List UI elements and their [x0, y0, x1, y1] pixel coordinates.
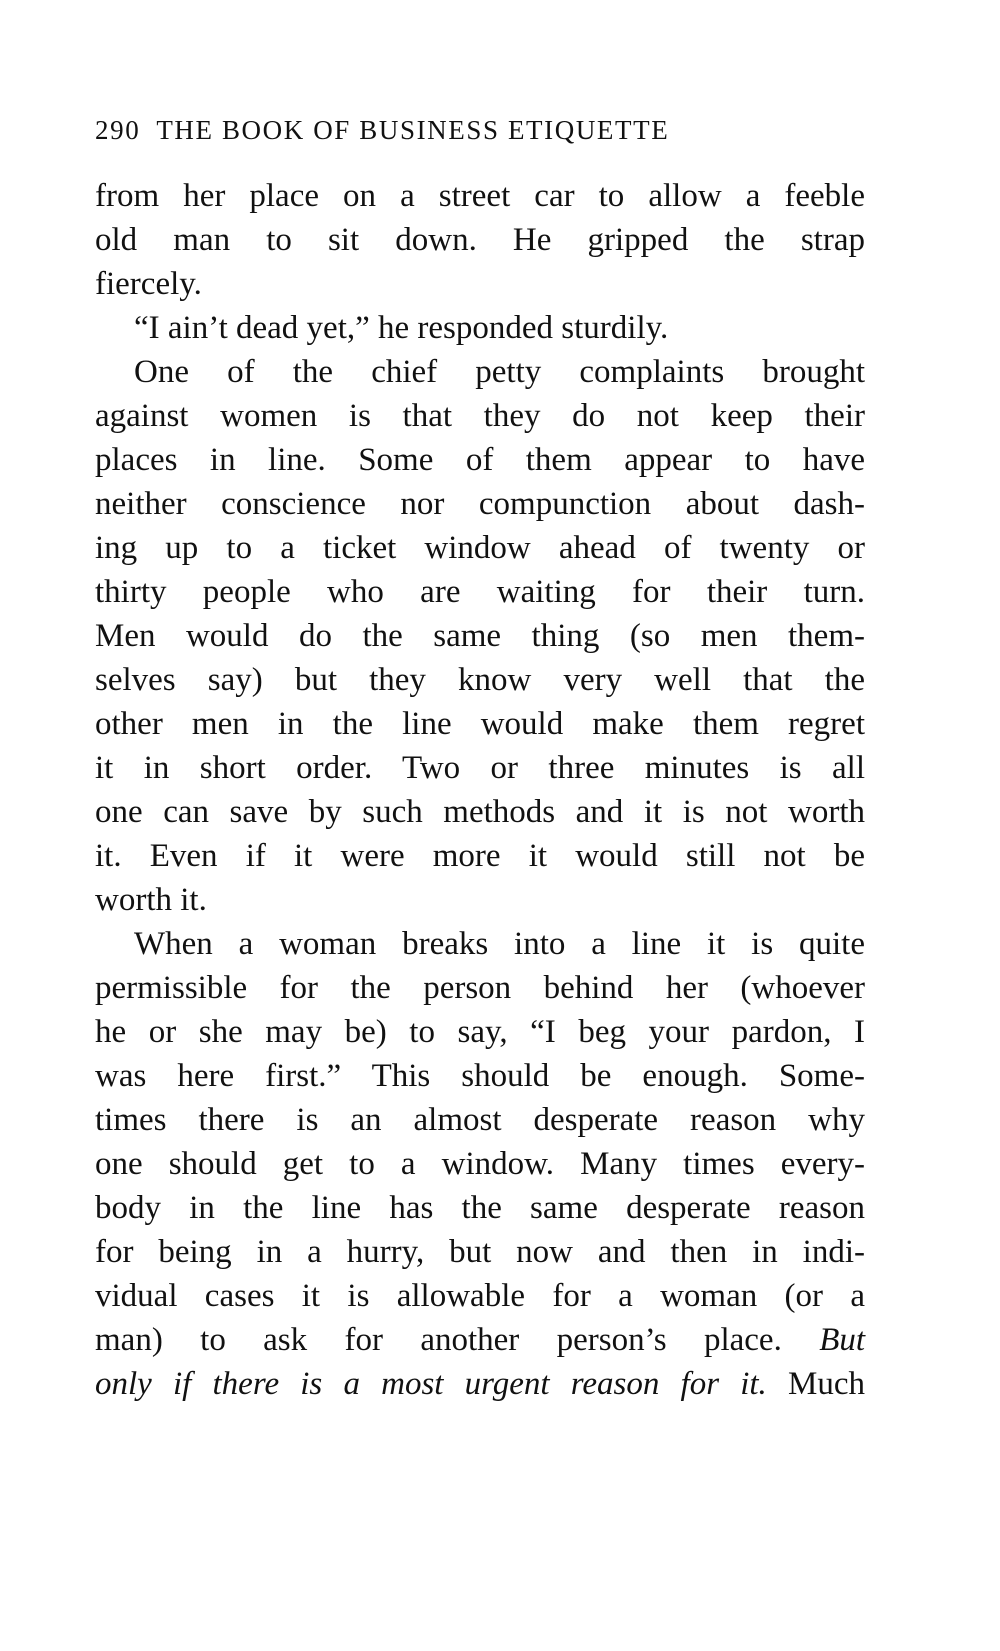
text-line-part: man) to ask for another person’s place.	[95, 1322, 782, 1358]
text-line: other men in the line would make them regret	[95, 706, 865, 742]
text-line: old man to sit down. He gripped the strap	[95, 222, 865, 258]
text-line: selves say) but they know very well that the	[95, 662, 865, 698]
text-line: for being in a hurry, but now and then in indi-	[95, 1234, 865, 1270]
italic-emphasis: only if there is a most urgent reason for it.	[95, 1366, 767, 1402]
text-line: places in line. Some of them appear to have	[95, 442, 865, 478]
italic-emphasis: But	[819, 1322, 866, 1358]
text-line: vidual cases it is allowable for a woman (or a	[95, 1278, 865, 1314]
text-line: Men would do the same thing (so men them-	[95, 618, 865, 654]
text-line	[95, 1362, 865, 1406]
text-line: fiercely.	[95, 266, 202, 302]
running-title: THE BOOK OF BUSINESS ETIQUETTE	[156, 115, 670, 145]
running-header	[95, 114, 865, 146]
page-number: 290	[95, 115, 141, 145]
text-line: one should get to a window. Many times every-	[95, 1146, 865, 1182]
text-line: one can save by such methods and it is not worth	[95, 794, 865, 830]
text-line: “I ain’t dead yet,” he responded sturdily.	[134, 310, 669, 346]
text-line: One of the chief petty complaints brought	[134, 354, 865, 390]
text-line: body in the line has the same desperate reason	[95, 1190, 865, 1226]
text-line: worth it.	[95, 882, 207, 918]
text-line-part: Much	[788, 1366, 865, 1402]
text-line: he or she may be) to say, “I beg your pardon, I	[95, 1014, 865, 1050]
text-line: from her place on a street car to allow a feeble	[95, 178, 865, 214]
body-text	[95, 174, 865, 1406]
text-line	[95, 1318, 865, 1362]
text-line: neither conscience nor compunction about dash-	[95, 486, 865, 522]
text-line: permissible for the person behind her (whoever	[95, 970, 865, 1006]
text-line: times there is an almost desperate reason why	[95, 1102, 865, 1138]
text-line: against women is that they do not keep their	[95, 398, 865, 434]
text-line: it. Even if it were more it would still not be	[95, 838, 865, 874]
text-line: ing up to a ticket window ahead of twenty or	[95, 530, 865, 566]
text-line: it in short order. Two or three minutes is all	[95, 750, 865, 786]
text-line: was here first.” This should be enough. Some-	[95, 1058, 865, 1094]
text-line: When a woman breaks into a line it is quite	[134, 926, 865, 962]
text-line: thirty people who are waiting for their turn.	[95, 574, 865, 610]
